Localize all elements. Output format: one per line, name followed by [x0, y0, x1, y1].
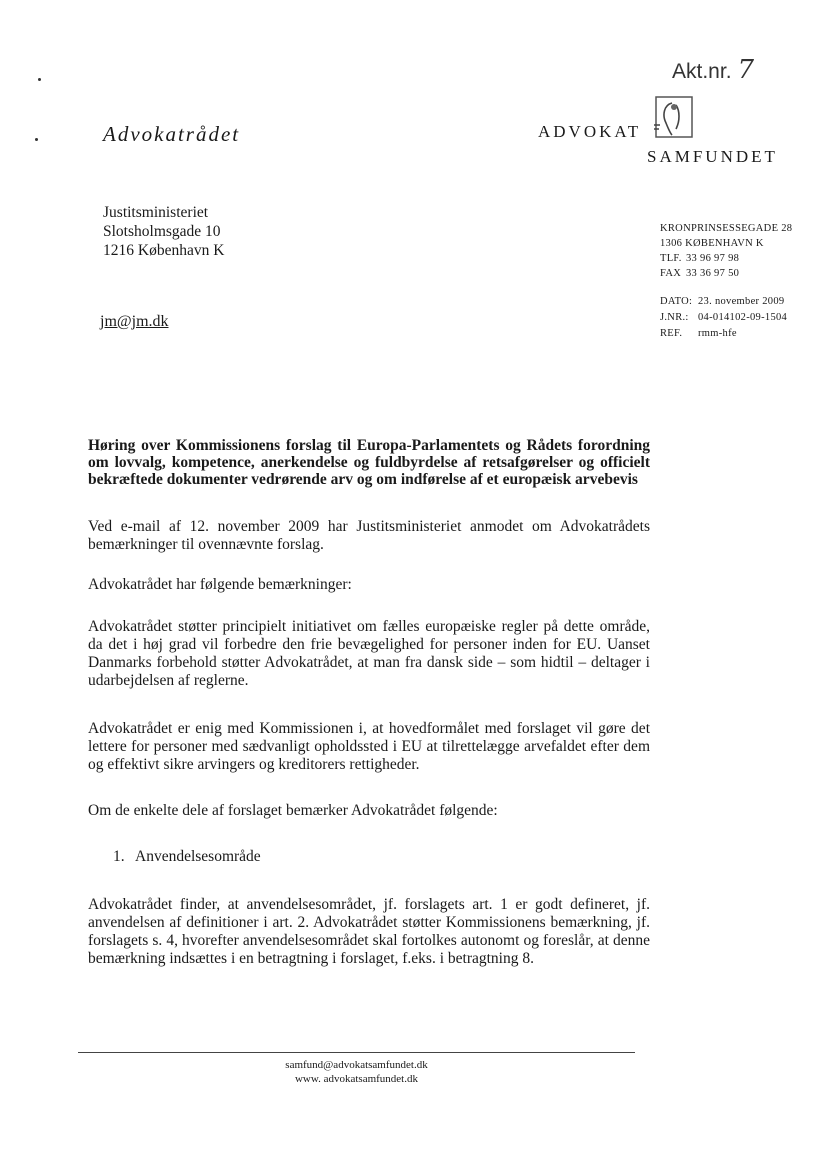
recipient-name: Justitsministeriet	[103, 204, 209, 221]
jnr-label: J.NR.:	[660, 312, 689, 323]
paragraph: Advokatrådet støtter principielt initiativet om fælles europæiske regler på dette område, da det i høj grad vil forbedre den frie bevægelighed for personer inden for EU. Uanset Danmarks forbehold støtter Advokatrådet, at man fra dansk side – som hidtil – deltager i udarbejdelsen af reglerne.	[88, 618, 650, 689]
date-row	[660, 294, 787, 310]
fax-value: 33 36 97 50	[686, 268, 740, 279]
paragraph: Ved e-mail af 12. november 2009 har Justitsministeriet anmodet om Advokatrådets bemærkninger til ovennævnte forslag.	[88, 518, 650, 553]
phone-value: 33 96 97 98	[686, 253, 740, 264]
paragraph: Advokatrådet er enig med Kommissionen i, at hovedformålet med forslaget vil gøre det lettere for personer med sædvanligt opholdssted i EU at tilrettelægge arvefaldet efter dem og effektivt sikre arvingers og kreditorers rettigheder.	[88, 720, 650, 773]
ref-row	[660, 326, 787, 342]
justice-figure-icon	[650, 95, 694, 139]
logo-text-top: ADVOKAT	[538, 122, 642, 141]
footer	[78, 1058, 635, 1086]
letter-body	[88, 437, 650, 968]
recipient-street: Slotsholmsgade 10	[103, 223, 221, 240]
date-label: DATO:	[660, 296, 693, 307]
section-title: Anvendelsesområde	[135, 848, 261, 865]
case-number-label: Akt.nr.	[672, 60, 732, 83]
sender-phone	[660, 251, 792, 266]
recipient-address	[103, 203, 224, 260]
jnr-value: 04-014102-09-1504	[698, 312, 788, 323]
paragraph: Advokatrådet finder, at anvendelsesområdet, jf. forslagets art. 1 er godt defineret, jf. anvendelsen af definitioner i art. 2. Advokatrådet støtter Kommissionens bemærkning, jf. forslagets s. 4, hvorefter anvendelsesområdet skal fortolkes autonomt og foreslår, at denne bemærkning indsættes i en betragtning i forslaget, f.eks. i betragtning 8.	[88, 896, 650, 967]
case-number	[672, 55, 754, 85]
footer-email[interactable]: samfund@advokatsamfundet.dk	[285, 1059, 428, 1071]
section-number: 1.	[113, 848, 125, 865]
sender-city: 1306 KØBENHAVN K	[660, 238, 764, 249]
case-number-value: 7	[737, 55, 755, 85]
footer-website[interactable]: www. advokatsamfundet.dk	[294, 1073, 418, 1085]
letter-meta	[660, 294, 787, 342]
section-heading	[88, 848, 650, 866]
recipient-email-link[interactable]: jm@jm.dk	[100, 313, 169, 330]
ref-label: REF.	[660, 328, 683, 339]
letter-subject: Høring over Kommissionens forslag til Europa-Parlamentets og Rådets forordning om lovvalg, kompetence, anerkendelse og fuldbyrdelse af retsafgørelser og officielt bekræftede dokumenter vedrørende arv og om indførelse af et europæisk arvebevis	[88, 437, 650, 488]
phone-label: TLF.	[660, 253, 682, 264]
footer-divider	[78, 1052, 635, 1053]
paragraph: Om de enkelte dele af forslaget bemærker Advokatrådet følgende:	[88, 802, 498, 819]
logo-text-bottom: SAMFUNDET	[647, 147, 778, 166]
jnr-row	[660, 310, 787, 326]
ref-value: rmm-hfe	[698, 328, 737, 339]
sender-street: KRONPRINSESSEGADE 28	[660, 223, 793, 234]
scan-speck	[38, 78, 41, 81]
date-value: 23. november 2009	[698, 296, 785, 307]
paragraph: Advokatrådet har følgende bemærkninger:	[88, 576, 352, 593]
fax-label: FAX	[660, 268, 682, 279]
sender-fax	[660, 266, 792, 281]
scan-speck	[35, 138, 38, 141]
sender-contact	[660, 221, 792, 281]
recipient-city: 1216 København K	[103, 242, 225, 259]
sender-organization: Advokatrådet	[103, 122, 241, 146]
